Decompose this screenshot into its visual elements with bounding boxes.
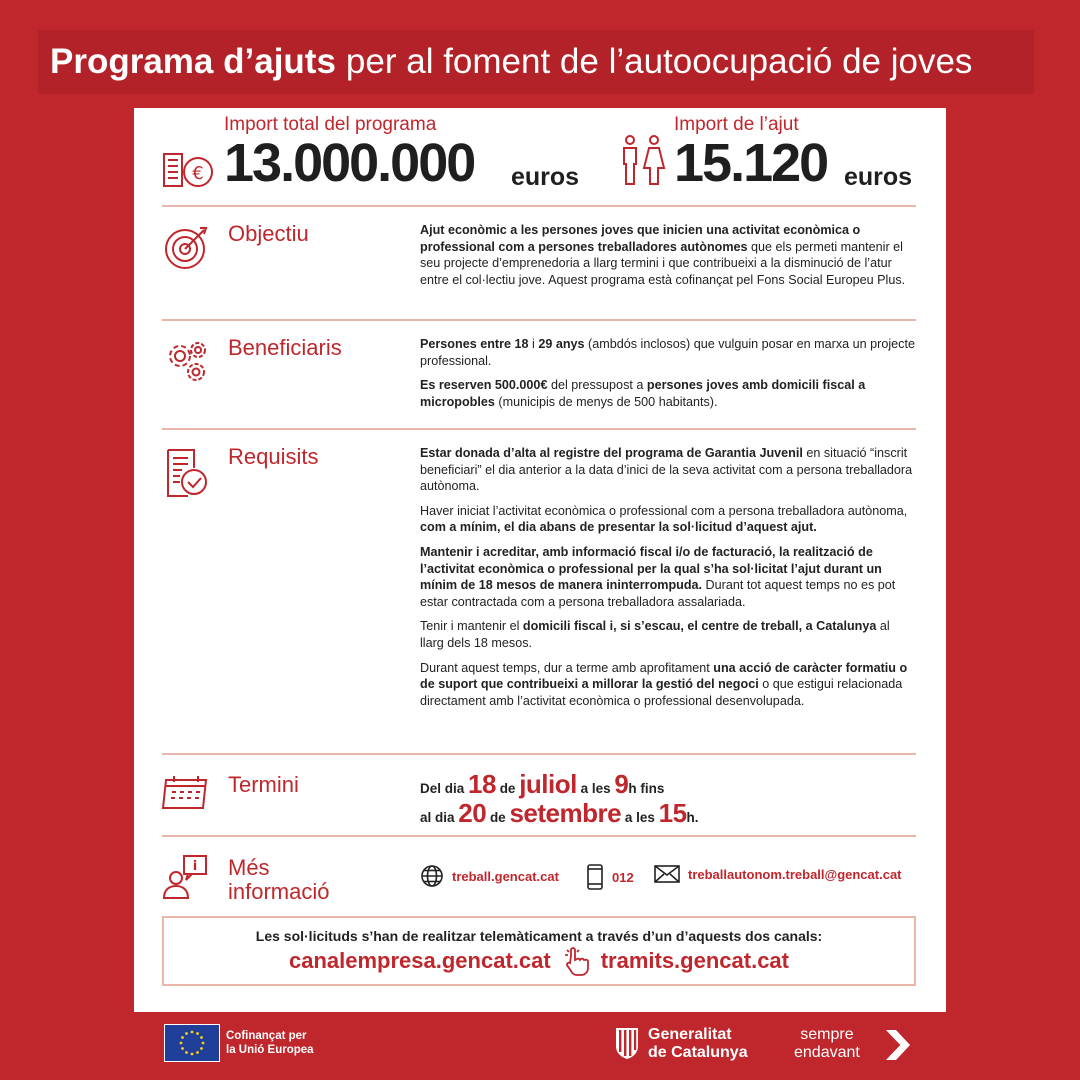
- channels-box: [162, 916, 916, 986]
- objectiu-label: Objectiu: [228, 221, 309, 246]
- termini-dates: Del dia 18 de juliol a les 9h fins al dia 20 de setembre a les 15h.: [420, 769, 699, 828]
- total-unit: euros: [511, 163, 580, 191]
- eu-flag-icon: [164, 1024, 220, 1062]
- info-person-icon: [162, 854, 210, 900]
- tramits-link[interactable]: tramits.gencat.cat: [600, 948, 789, 973]
- total-label: Import total del programa: [224, 114, 437, 135]
- footer: [134, 1012, 946, 1080]
- aid-unit: euros: [844, 163, 913, 191]
- objectiu-text: Ajut econòmic a les persones joves que inicien una activitat econòmica o professional com a persones treballadores autònomes que els permeti mantenir el seu projecte d’emprenedoria a llarg termini i que contribueixi a la disminució de l’atur entre el col·lectiu jove. Aquest programa està cofinançat pel Fons Social Europeu Plus.: [420, 223, 906, 287]
- beneficiaris-text: Persones entre 18 i 29 anys (ambdós inclosos) que vulguin posar en marxa un projecte professional. Es reserven 500.000€ del pressupost a persones joves amb domicili fiscal a micropobles (municipis de menys de 500 habitants).: [420, 337, 915, 409]
- email-link[interactable]: treballautonom.treball@gencat.cat: [654, 864, 902, 884]
- title-bold: Programa d’ajuts: [50, 42, 336, 81]
- pointer-hand-icon: [559, 946, 593, 976]
- title-rest: per al foment de l’autoocupació de joves: [345, 42, 973, 81]
- info-card: [134, 108, 946, 1012]
- gears-icon: [164, 338, 210, 384]
- termini-label: Termini: [228, 772, 299, 797]
- svg-text:€: €: [192, 163, 204, 184]
- total-amount: 13.000.000: [224, 133, 475, 193]
- phone-icon: [586, 864, 604, 890]
- beneficiaris-label: Beneficiaris: [228, 335, 342, 360]
- checklist-icon: [164, 448, 210, 498]
- aid-label: Import de l’ajut: [674, 114, 799, 135]
- divider: [162, 319, 916, 321]
- divider: [162, 205, 916, 207]
- globe-icon: [420, 864, 444, 888]
- generalitat-text: Generalitat de Catalunya: [648, 1026, 748, 1061]
- info-label: Més informació: [228, 855, 330, 905]
- people-icon: [618, 134, 668, 186]
- web-link[interactable]: treball.gencat.cat: [420, 864, 559, 888]
- requisits-label: Requisits: [228, 444, 319, 469]
- eu-cofinancing-text: Cofinançat per la Unió Europea: [226, 1030, 314, 1056]
- sempre-endavant-text: sempre endavant: [794, 1026, 860, 1061]
- channels-lead: Les sol·licituds s’han de realitzar telemàticament a través d’un d’aquests dos canals:: [255, 928, 823, 944]
- chevron-right-icon: [882, 1028, 912, 1062]
- generalitat-logo-icon: [614, 1026, 640, 1060]
- svg-text:i: i: [192, 859, 198, 874]
- calendar-icon: [162, 774, 210, 810]
- phone-link[interactable]: 012: [586, 864, 634, 890]
- page-title: [38, 30, 1034, 94]
- target-icon: [164, 224, 210, 270]
- divider: [162, 835, 916, 837]
- divider: [162, 753, 916, 755]
- money-building-icon: [162, 148, 218, 188]
- requisits-text: Estar donada d’alta al registre del programa de Garantia Juvenil en situació “inscrit beneficiari” el dia anterior a la data d’inici de la seva activitat com a persona treballadora autònoma. Haver iniciat l’activitat econòmica o professional com a persona treballadora autònoma, com a mínim, el dia abans de presentar la sol·licitud d’aquest ajut. Mantenir i acreditar, amb informació fiscal i/o de facturació, la realització de l’activitat econòmica o professional per la qual s’ha sol·licitat l’ajut durant un mínim de 18 mesos de manera ininterrompuda. Durant tot aquest temps no es pot estar contractada com a persona treballadora assalariada. Tenir i mantenir el domicili fiscal i, si s’escau, el centre de treball, a Catalunya al llarg dels 18 mesos. Durant aquest temps, dur a terme amb aprofitament una acció de caràcter formatiu o de suport que contribueixi a millorar la gestió del negoci o que estigui relacionada directament amb l’activitat econòmica o professional desenvolupada.: [420, 446, 913, 708]
- mail-icon: [654, 864, 680, 884]
- canalempresa-link[interactable]: canalempresa.gencat.cat: [289, 948, 551, 973]
- aid-amount: 15.120: [674, 133, 828, 193]
- divider: [162, 428, 916, 430]
